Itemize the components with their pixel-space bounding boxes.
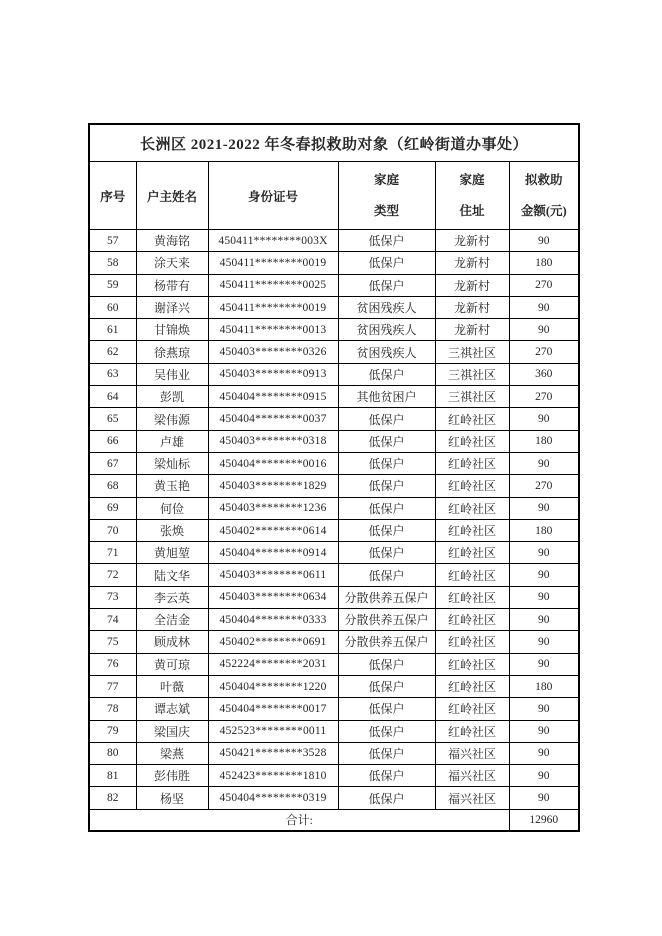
cell-serial: 74 — [89, 609, 136, 631]
cell-amount: 90 — [509, 765, 579, 787]
cell-serial: 73 — [89, 586, 136, 608]
cell-addr: 三祺社区 — [435, 363, 509, 385]
cell-serial: 66 — [89, 430, 136, 452]
cell-id: 450411********0019 — [208, 252, 338, 274]
cell-amount: 180 — [509, 430, 579, 452]
table-row — [89, 386, 579, 408]
table-row — [89, 296, 579, 318]
cell-serial: 78 — [89, 698, 136, 720]
cell-id: 450403********1829 — [208, 475, 338, 497]
table-row — [89, 519, 579, 541]
cell-amount: 90 — [509, 497, 579, 519]
table-row — [89, 675, 579, 697]
cell-type: 低保户 — [338, 519, 435, 541]
header-family-type-line1: 家庭 — [373, 173, 399, 187]
cell-addr: 龙新村 — [435, 230, 509, 252]
cell-addr: 龙新村 — [435, 252, 509, 274]
cell-type: 低保户 — [338, 475, 435, 497]
cell-addr: 红岭社区 — [435, 720, 509, 742]
cell-type: 低保户 — [338, 497, 435, 519]
table-row — [89, 765, 579, 787]
cell-name: 张焕 — [136, 519, 208, 541]
cell-serial: 70 — [89, 519, 136, 541]
cell-amount: 90 — [509, 742, 579, 764]
cell-addr: 红岭社区 — [435, 698, 509, 720]
cell-name: 彭凯 — [136, 386, 208, 408]
cell-type: 低保户 — [338, 363, 435, 385]
table-row — [89, 698, 579, 720]
cell-id: 450404********1220 — [208, 675, 338, 697]
table-title-row — [89, 124, 579, 162]
cell-addr: 龙新村 — [435, 319, 509, 341]
cell-amount: 90 — [509, 564, 579, 586]
cell-serial: 79 — [89, 720, 136, 742]
cell-addr: 福兴社区 — [435, 787, 509, 809]
cell-amount: 90 — [509, 653, 579, 675]
table-row — [89, 586, 579, 608]
table-row — [89, 609, 579, 631]
cell-type: 低保户 — [338, 720, 435, 742]
cell-type: 低保户 — [338, 430, 435, 452]
cell-serial: 65 — [89, 408, 136, 430]
cell-name: 吴伟业 — [136, 363, 208, 385]
cell-name: 顾成林 — [136, 631, 208, 653]
cell-id: 452224********2031 — [208, 653, 338, 675]
cell-id: 450411********003X — [208, 230, 338, 252]
cell-serial: 80 — [89, 742, 136, 764]
cell-serial: 76 — [89, 653, 136, 675]
cell-addr: 红岭社区 — [435, 609, 509, 631]
cell-amount: 90 — [509, 609, 579, 631]
cell-id: 450411********0013 — [208, 319, 338, 341]
table-row — [89, 341, 579, 363]
cell-id: 450411********0019 — [208, 296, 338, 318]
cell-type: 分散供养五保户 — [338, 631, 435, 653]
cell-name: 黄可琼 — [136, 653, 208, 675]
header-serial: 序号 — [89, 162, 136, 230]
cell-id: 450403********0611 — [208, 564, 338, 586]
cell-addr: 三祺社区 — [435, 341, 509, 363]
cell-amount: 90 — [509, 787, 579, 809]
cell-name: 李云英 — [136, 586, 208, 608]
cell-type: 低保户 — [338, 542, 435, 564]
cell-addr: 红岭社区 — [435, 519, 509, 541]
cell-serial: 62 — [89, 341, 136, 363]
cell-serial: 64 — [89, 386, 136, 408]
table-row — [89, 564, 579, 586]
page-title: 长洲区 2021-2022 年冬春拟救助对象（红岭街道办事处） — [89, 124, 579, 162]
cell-serial: 68 — [89, 475, 136, 497]
cell-serial: 63 — [89, 363, 136, 385]
cell-id: 450404********0016 — [208, 452, 338, 474]
cell-serial: 67 — [89, 452, 136, 474]
cell-id: 450404********0017 — [208, 698, 338, 720]
header-aid-amount-line1: 拟救助 — [524, 173, 563, 187]
cell-id: 450402********0691 — [208, 631, 338, 653]
header-family-address — [435, 162, 509, 230]
cell-id: 452423********1810 — [208, 765, 338, 787]
cell-amount: 90 — [509, 720, 579, 742]
cell-addr: 红岭社区 — [435, 631, 509, 653]
cell-name: 黄玉艳 — [136, 475, 208, 497]
cell-type: 分散供养五保户 — [338, 586, 435, 608]
cell-name: 谭志斌 — [136, 698, 208, 720]
cell-type: 低保户 — [338, 675, 435, 697]
total-row — [89, 809, 579, 831]
cell-serial: 69 — [89, 497, 136, 519]
cell-type: 低保户 — [338, 408, 435, 430]
cell-amount: 180 — [509, 519, 579, 541]
cell-amount: 90 — [509, 698, 579, 720]
cell-name: 梁伟源 — [136, 408, 208, 430]
cell-type: 低保户 — [338, 765, 435, 787]
cell-id: 450411********0025 — [208, 274, 338, 296]
cell-name: 全洁金 — [136, 609, 208, 631]
header-id: 身份证号 — [208, 162, 338, 230]
cell-serial: 60 — [89, 296, 136, 318]
cell-addr: 龙新村 — [435, 296, 509, 318]
cell-addr: 红岭社区 — [435, 497, 509, 519]
cell-addr: 红岭社区 — [435, 653, 509, 675]
table-row — [89, 742, 579, 764]
cell-type: 低保户 — [338, 787, 435, 809]
cell-serial: 77 — [89, 675, 136, 697]
header-aid-amount — [509, 162, 579, 230]
cell-type: 其他贫困户 — [338, 386, 435, 408]
cell-amount: 90 — [509, 586, 579, 608]
cell-amount: 90 — [509, 452, 579, 474]
table-row — [89, 274, 579, 296]
cell-name: 梁燕 — [136, 742, 208, 764]
cell-id: 450403********1236 — [208, 497, 338, 519]
cell-addr: 三祺社区 — [435, 386, 509, 408]
cell-type: 低保户 — [338, 230, 435, 252]
cell-name: 何俭 — [136, 497, 208, 519]
cell-type: 低保户 — [338, 653, 435, 675]
cell-id: 450404********0915 — [208, 386, 338, 408]
cell-name: 黄旭堃 — [136, 542, 208, 564]
cell-amount: 360 — [509, 363, 579, 385]
table-row — [89, 653, 579, 675]
aid-recipients-table — [88, 123, 580, 832]
cell-id: 450402********0614 — [208, 519, 338, 541]
cell-name: 杨带有 — [136, 274, 208, 296]
cell-type: 低保户 — [338, 452, 435, 474]
cell-name: 叶薇 — [136, 675, 208, 697]
cell-id: 450403********0634 — [208, 586, 338, 608]
cell-type: 低保户 — [338, 698, 435, 720]
table-row — [89, 252, 579, 274]
header-name: 户主姓名 — [136, 162, 208, 230]
table-row — [89, 363, 579, 385]
cell-serial: 81 — [89, 765, 136, 787]
table-row — [89, 542, 579, 564]
total-value: 12960 — [509, 809, 579, 831]
cell-type: 低保户 — [338, 274, 435, 296]
table-row — [89, 230, 579, 252]
cell-name: 陆文华 — [136, 564, 208, 586]
cell-name: 甘锦焕 — [136, 319, 208, 341]
cell-id: 450404********0319 — [208, 787, 338, 809]
cell-type: 低保户 — [338, 564, 435, 586]
table-row — [89, 787, 579, 809]
table-body — [89, 230, 579, 810]
cell-addr: 红岭社区 — [435, 408, 509, 430]
table-row — [89, 319, 579, 341]
cell-name: 黄海铭 — [136, 230, 208, 252]
cell-amount: 270 — [509, 386, 579, 408]
header-family-address-line1: 家庭 — [459, 173, 485, 187]
cell-type: 低保户 — [338, 742, 435, 764]
cell-serial: 57 — [89, 230, 136, 252]
cell-addr: 红岭社区 — [435, 475, 509, 497]
cell-amount: 90 — [509, 631, 579, 653]
header-family-type-line2: 类型 — [373, 203, 399, 218]
cell-id: 450404********0037 — [208, 408, 338, 430]
cell-id: 450403********0913 — [208, 363, 338, 385]
cell-name: 徐燕琼 — [136, 341, 208, 363]
table-row — [89, 631, 579, 653]
cell-name: 彭伟胜 — [136, 765, 208, 787]
cell-addr: 福兴社区 — [435, 742, 509, 764]
cell-type: 低保户 — [338, 252, 435, 274]
cell-addr: 红岭社区 — [435, 452, 509, 474]
cell-amount: 180 — [509, 252, 579, 274]
cell-type: 分散供养五保户 — [338, 609, 435, 631]
cell-type: 贫困残疾人 — [338, 341, 435, 363]
table-row — [89, 452, 579, 474]
cell-addr: 红岭社区 — [435, 542, 509, 564]
table-row — [89, 475, 579, 497]
cell-amount: 90 — [509, 542, 579, 564]
cell-amount: 270 — [509, 341, 579, 363]
cell-serial: 58 — [89, 252, 136, 274]
cell-addr: 红岭社区 — [435, 430, 509, 452]
cell-serial: 82 — [89, 787, 136, 809]
cell-serial: 61 — [89, 319, 136, 341]
table-row — [89, 720, 579, 742]
cell-name: 梁国庆 — [136, 720, 208, 742]
cell-id: 450404********0333 — [208, 609, 338, 631]
cell-serial: 72 — [89, 564, 136, 586]
cell-amount: 90 — [509, 296, 579, 318]
cell-addr: 红岭社区 — [435, 675, 509, 697]
cell-serial: 59 — [89, 274, 136, 296]
cell-id: 450421********3528 — [208, 742, 338, 764]
cell-id: 450403********0318 — [208, 430, 338, 452]
cell-serial: 75 — [89, 631, 136, 653]
cell-name: 谢泽兴 — [136, 296, 208, 318]
cell-amount: 180 — [509, 675, 579, 697]
cell-name: 梁灿标 — [136, 452, 208, 474]
cell-amount: 90 — [509, 408, 579, 430]
cell-amount: 90 — [509, 319, 579, 341]
table-header-row — [89, 162, 579, 230]
cell-addr: 福兴社区 — [435, 765, 509, 787]
header-aid-amount-line2: 金额(元) — [520, 203, 567, 218]
cell-addr: 龙新村 — [435, 274, 509, 296]
total-label: 合计: — [89, 809, 509, 831]
table-row — [89, 497, 579, 519]
cell-type: 贫困残疾人 — [338, 296, 435, 318]
table-row — [89, 408, 579, 430]
cell-amount: 270 — [509, 475, 579, 497]
cell-name: 卢雄 — [136, 430, 208, 452]
cell-addr: 红岭社区 — [435, 564, 509, 586]
table-row — [89, 430, 579, 452]
cell-type: 贫困残疾人 — [338, 319, 435, 341]
cell-serial: 71 — [89, 542, 136, 564]
cell-name: 涂天来 — [136, 252, 208, 274]
header-family-address-line2: 住址 — [459, 203, 485, 218]
cell-id: 452523********0011 — [208, 720, 338, 742]
cell-addr: 红岭社区 — [435, 586, 509, 608]
cell-amount: 90 — [509, 230, 579, 252]
header-family-type — [338, 162, 435, 230]
cell-name: 杨坚 — [136, 787, 208, 809]
cell-id: 450403********0326 — [208, 341, 338, 363]
cell-id: 450404********0914 — [208, 542, 338, 564]
cell-amount: 270 — [509, 274, 579, 296]
